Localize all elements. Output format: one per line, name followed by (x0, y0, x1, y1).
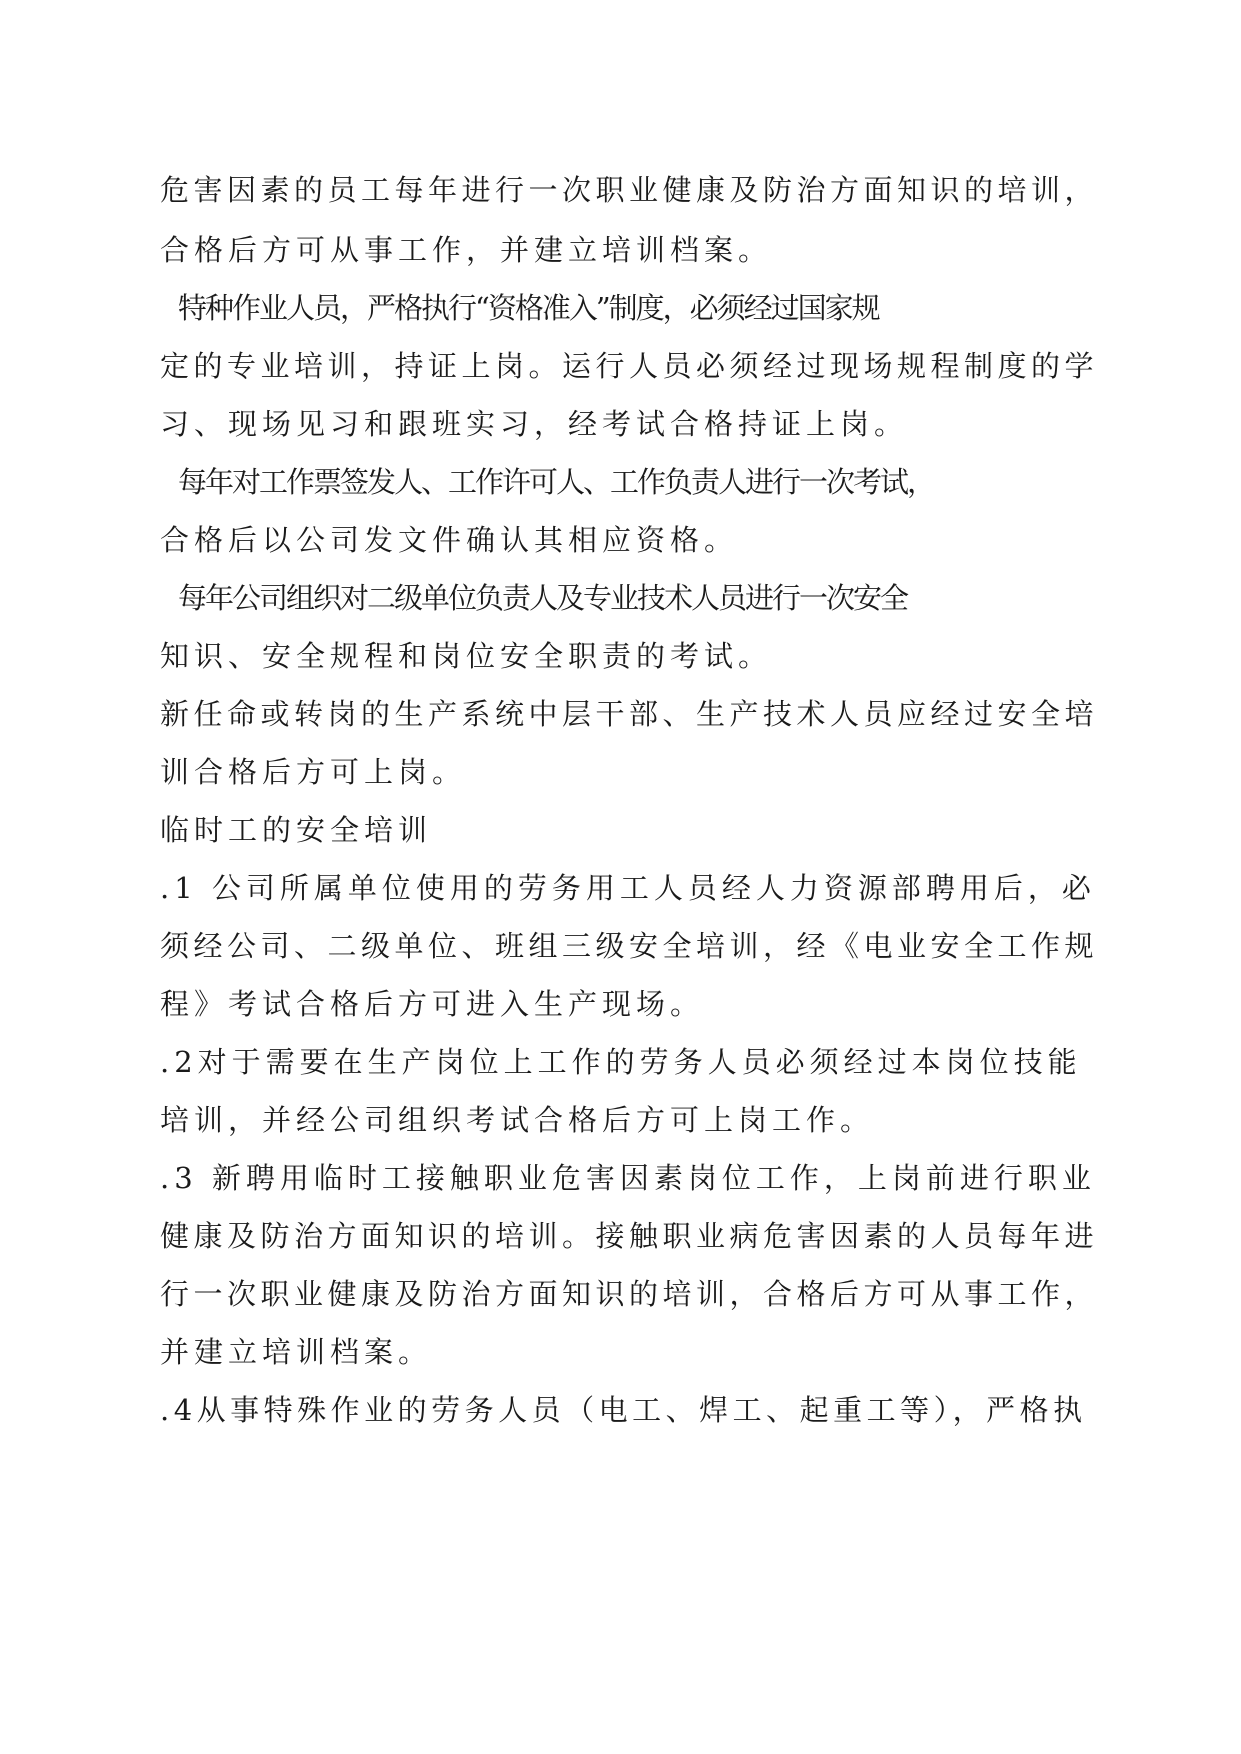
text-line: 每年对工作票签发人、工作许可人、工作负责人进行一次考试， (178, 465, 935, 499)
text-line: 须经公司、二级单位、班组三级安全培训，经《电业安全工作规 (160, 929, 1099, 963)
text-line: 程》考试合格后方可进入生产现场。 (160, 987, 705, 1021)
text-line: 行一次职业健康及防治方面知识的培训，合格后方可从事工作， (160, 1277, 1099, 1311)
text-line: 危害因素的员工每年进行一次职业健康及防治方面知识的培训， (160, 173, 1099, 207)
text-line: .1 公司所属单位使用的劳务用工人员经人力资源部聘用后，必 (160, 871, 1096, 905)
text-line: 习、现场见习和跟班实习，经考试合格持证上岗。 (160, 407, 909, 441)
text-line: 合格后方可从事工作，并建立培训档案。 (160, 233, 773, 267)
text-line: .4从事特殊作业的劳务人员（电工、焊工、起重工等），严格执 (160, 1393, 1087, 1427)
text-line: 知识、安全规程和岗位安全职责的考试。 (160, 639, 773, 673)
text-line: .3 新聘用临时工接触职业危害因素岗位工作，上岗前进行职业 (160, 1161, 1096, 1195)
text-line: 每年公司组织对二级单位负责人及专业技术人员进行一次安全 (178, 581, 908, 615)
text-line: 健康及防治方面知识的培训。接触职业病危害因素的人员每年进 (160, 1219, 1099, 1253)
text-line: 新任命或转岗的生产系统中层干部、生产技术人员应经过安全培 (160, 697, 1099, 731)
text-line: 训合格后方可上岗。 (160, 755, 467, 789)
section-heading: 临时工的安全培训 (160, 813, 433, 847)
text-line: 培训，并经公司组织考试合格后方可上岗工作。 (160, 1103, 875, 1137)
text-line: 合格后以公司发文件确认其相应资格。 (160, 523, 739, 557)
text-line: 并建立培训档案。 (160, 1335, 433, 1369)
text-line: .2对于需要在生产岗位上工作的劳务人员必须经过本岗位技能 (160, 1045, 1082, 1079)
text-line: 特种作业人员，严格执行“资格准入”制度，必须经过国家规 (178, 291, 879, 325)
text-line: 定的专业培训，持证上岗。运行人员必须经过现场规程制度的学 (160, 349, 1099, 383)
